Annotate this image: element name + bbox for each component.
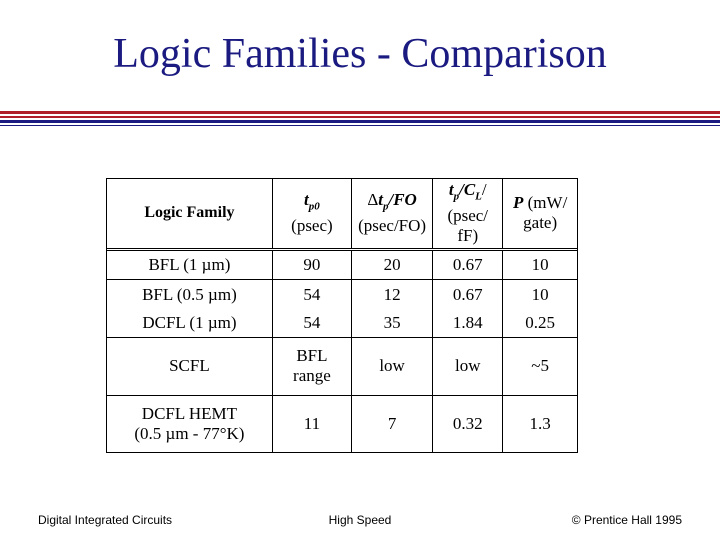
slide-title: Logic Families - Comparison <box>113 31 607 77</box>
table-row <box>107 309 577 338</box>
header-tpcl-sub2: L <box>475 190 482 203</box>
table-row <box>107 249 577 280</box>
footer-right: © Prentice Hall 1995 <box>571 513 682 527</box>
cell-family: DCFL (1 µm) <box>142 312 237 332</box>
header-tpcl-var: t <box>448 180 454 200</box>
cell-tp-cl: 0.67 <box>433 249 503 280</box>
cell-family <box>107 395 272 452</box>
cell-family: BFL (1 µm) <box>148 254 231 274</box>
cell-delta-tp: 12 <box>352 280 433 309</box>
cell-tp-cl: low <box>433 338 503 396</box>
table-row <box>107 395 577 452</box>
cell-delta-tp: low <box>352 338 433 396</box>
cell-power: 0.25 <box>503 309 577 338</box>
cell-power: 10 <box>503 249 577 280</box>
table-row <box>107 280 577 309</box>
cell-power: 10 <box>503 280 577 309</box>
table-row <box>107 338 577 396</box>
footer-left: Digital Integrated Circuits <box>38 513 173 527</box>
header-power <box>503 179 577 249</box>
cell-tp0-line2: range <box>293 366 331 386</box>
title-divider-red <box>0 111 720 114</box>
title-divider-red-thin <box>0 116 720 118</box>
header-tp0 <box>272 179 351 249</box>
header-delta-var: t <box>378 190 383 210</box>
header-tpcl-tail: / <box>481 180 487 200</box>
cell-delta-tp: 35 <box>352 309 433 338</box>
table-header-row <box>107 179 577 249</box>
cell-delta-tp: 7 <box>352 395 433 452</box>
comparison-table <box>106 178 578 453</box>
cell-delta-tp: 20 <box>352 249 433 280</box>
header-delta-tp <box>352 179 433 249</box>
cell-tp0: 54 <box>272 309 351 338</box>
footer-center-text: High Speed <box>328 513 392 527</box>
cell-family-line1: DCFL HEMT <box>141 403 238 423</box>
header-tp-cl <box>433 179 503 249</box>
cell-tp-cl: 0.67 <box>433 280 503 309</box>
title-divider-blue <box>0 120 720 123</box>
header-delta-tail: /FO <box>388 190 417 210</box>
cell-family: SCFL <box>169 356 210 376</box>
cell-tp0-line1: BFL <box>296 346 328 366</box>
header-delta-symbol: Δ <box>367 190 379 210</box>
title-divider-blue-thin <box>0 125 720 126</box>
cell-tp-cl: 0.32 <box>433 395 503 452</box>
header-tp0-unit: (psec) <box>291 216 333 236</box>
header-tpcl-unit-a: (psec/ <box>447 206 489 226</box>
cell-family-line2: (0.5 µm - 77°K) <box>134 423 245 443</box>
header-delta-unit: (psec/FO) <box>358 216 427 236</box>
header-tp0-sub: p0 <box>308 200 320 213</box>
cell-tp0 <box>272 338 351 396</box>
cell-tp-cl: 1.84 <box>433 309 503 338</box>
header-tpcl-mid: /C <box>459 180 476 200</box>
header-power-unit-b: gate) <box>523 213 558 233</box>
cell-power: 1.3 <box>503 395 577 452</box>
cell-family: BFL (0.5 µm) <box>142 284 237 304</box>
header-power-unit-a: (mW/ <box>523 193 568 213</box>
cell-tp0: 54 <box>272 280 351 309</box>
header-tpcl-unit-b: fF) <box>457 226 479 246</box>
header-tpcl-sub: p <box>453 190 460 203</box>
header-tp0-var: t <box>304 190 309 210</box>
cell-tp0: 11 <box>272 395 351 452</box>
cell-tp0: 90 <box>272 249 351 280</box>
header-logic-family: Logic Family <box>144 204 235 222</box>
cell-power: ~5 <box>503 338 577 396</box>
header-power-var: P <box>513 193 524 213</box>
header-delta-sub: p <box>383 200 389 213</box>
